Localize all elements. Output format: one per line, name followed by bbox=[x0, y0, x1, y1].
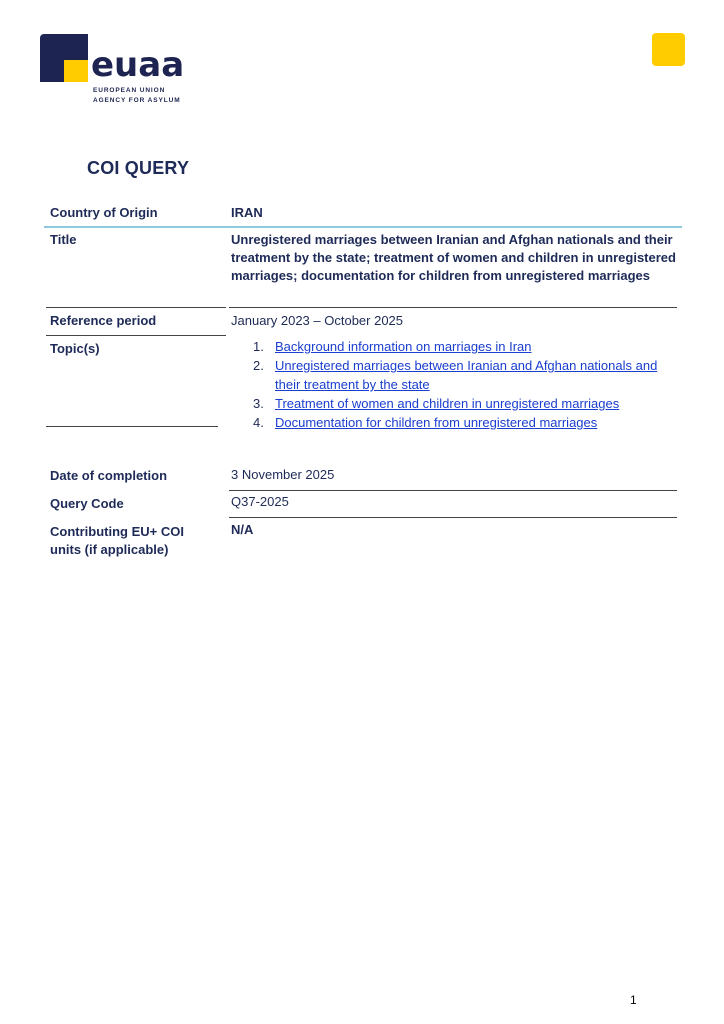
topic-link-treatment[interactable]: Treatment of women and children in unregistered marriages bbox=[275, 396, 620, 411]
corner-yellow-square bbox=[652, 33, 685, 66]
topic-number: 3. bbox=[253, 396, 264, 411]
label-date-of-completion: Date of completion bbox=[50, 468, 168, 483]
divider-label-column bbox=[46, 335, 226, 336]
label-contributing-units: Contributing EU+ COI units (if applicable) bbox=[50, 524, 184, 557]
topic-link-background[interactable]: Background information on marriages in Iran bbox=[275, 339, 532, 354]
page-number: 1 bbox=[630, 993, 637, 1007]
topic-item bbox=[231, 356, 681, 394]
logo-subtitle-line2: AGENCY FOR ASYLUM bbox=[93, 97, 181, 104]
divider-blue bbox=[44, 226, 682, 228]
label-country-of-origin: Country of Origin bbox=[50, 205, 158, 220]
label-title: Title bbox=[50, 232, 77, 247]
topics-list bbox=[231, 337, 681, 432]
topic-item bbox=[231, 413, 681, 432]
topic-number: 1. bbox=[253, 339, 264, 354]
divider-label-column bbox=[46, 426, 218, 427]
topic-link-documentation[interactable]: Documentation for children from unregistered marriages bbox=[275, 415, 598, 430]
divider-value-column bbox=[229, 490, 677, 491]
divider-label-column bbox=[46, 307, 226, 308]
label-topics: Topic(s) bbox=[50, 341, 100, 356]
value-title: Unregistered marriages between Iranian and Afghan nationals and their treatment by the state; treatment of women and children in unregistered marriages; documentation for children from unregistered marriages bbox=[231, 232, 676, 283]
euaa-logo-mark bbox=[40, 34, 88, 82]
label-reference-period: Reference period bbox=[50, 313, 157, 328]
logo-wordmark: euaa bbox=[91, 45, 185, 85]
topic-item bbox=[231, 394, 681, 413]
value-reference-period: January 2023 – October 2025 bbox=[231, 313, 404, 328]
value-country-of-origin: IRAN bbox=[231, 205, 263, 220]
divider-value-column bbox=[229, 517, 677, 518]
topics-list-container bbox=[231, 337, 681, 432]
topic-number: 2. bbox=[253, 358, 264, 373]
divider-value-column bbox=[229, 307, 677, 308]
label-query-code: Query Code bbox=[50, 496, 124, 511]
document-title: COI QUERY bbox=[87, 158, 190, 178]
euaa-logo bbox=[40, 34, 190, 108]
value-query-code: Q37-2025 bbox=[231, 494, 289, 509]
value-contributing-units: N/A bbox=[231, 522, 254, 537]
topic-number: 4. bbox=[253, 415, 264, 430]
topic-item bbox=[231, 337, 681, 356]
value-date-of-completion: 3 November 2025 bbox=[231, 467, 335, 482]
topic-link-unregistered-marriages[interactable]: Unregistered marriages between Iranian and Afghan nationals and their treatment by the state bbox=[275, 358, 658, 392]
logo-subtitle-line1: EUROPEAN UNION bbox=[93, 87, 166, 94]
